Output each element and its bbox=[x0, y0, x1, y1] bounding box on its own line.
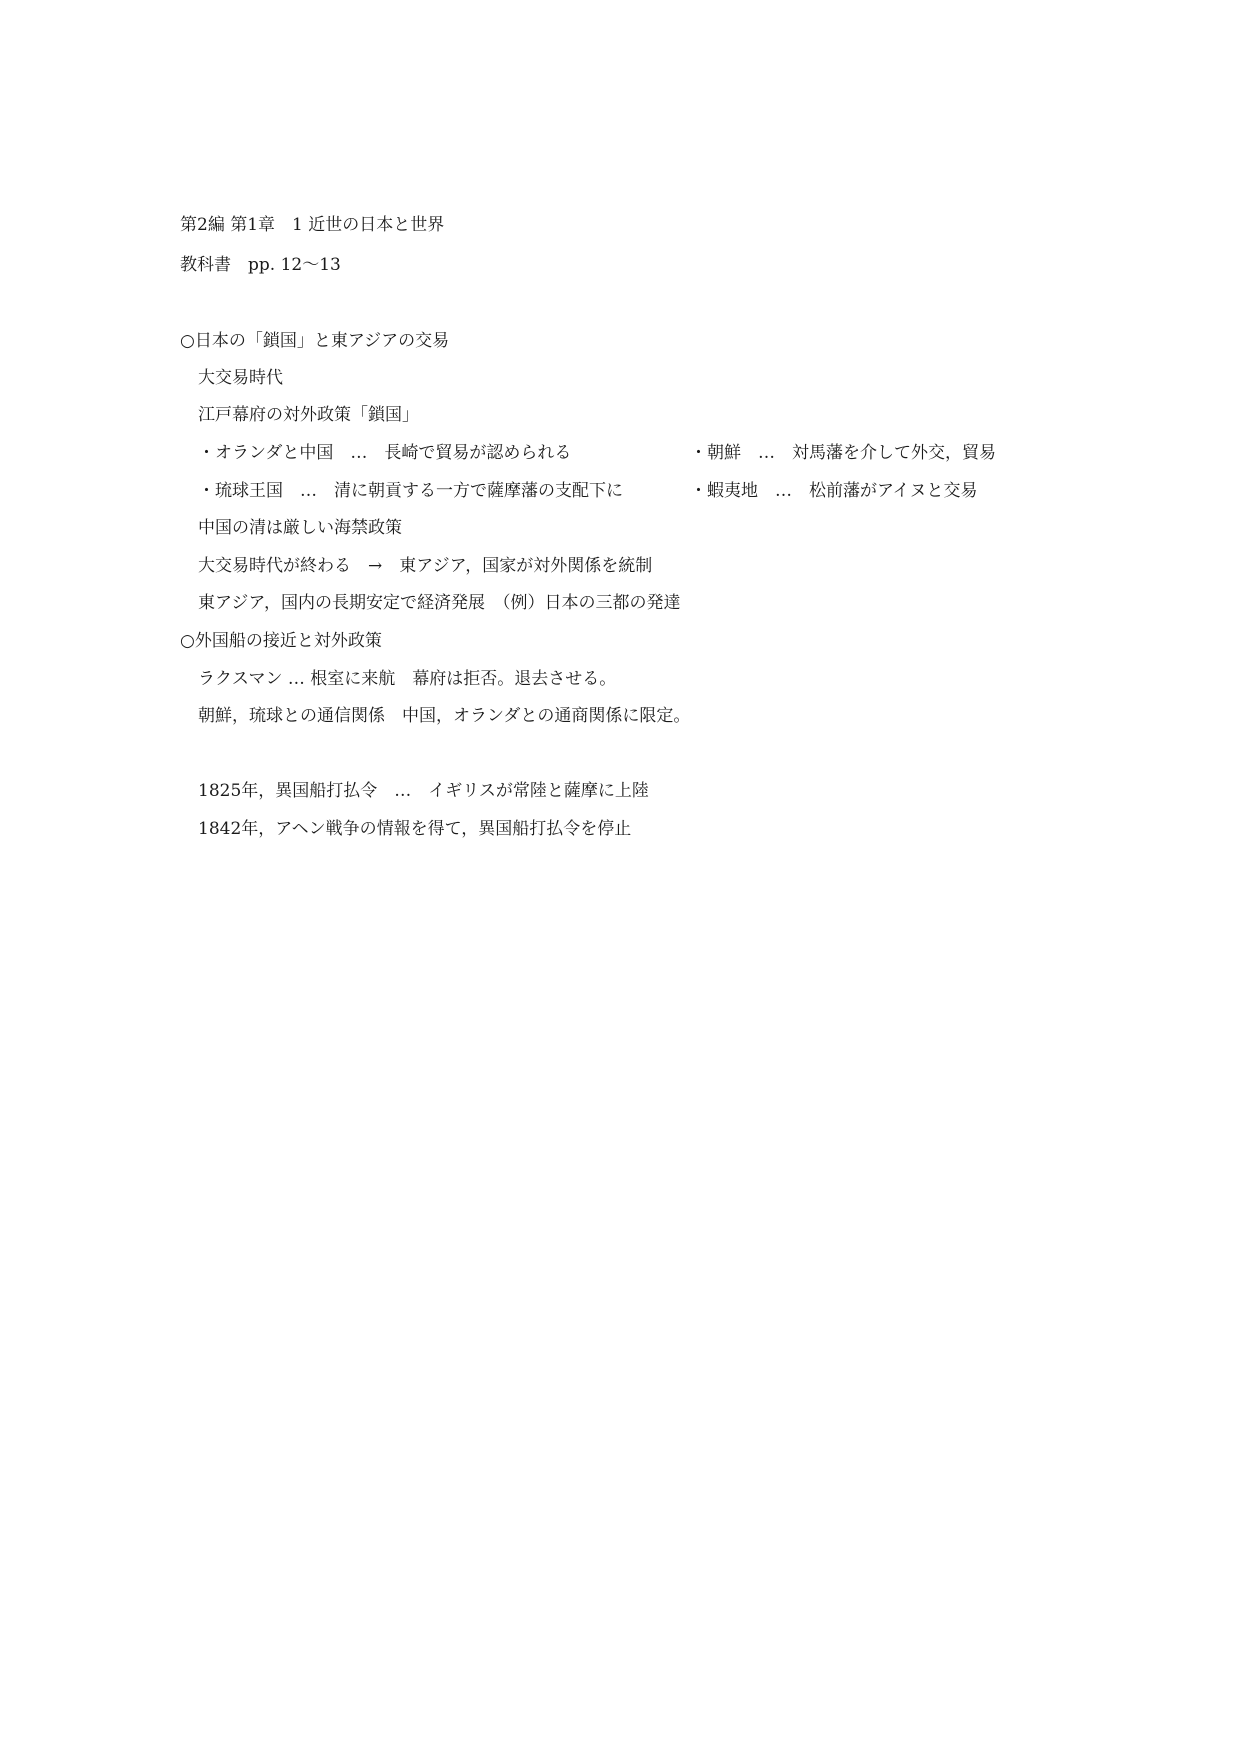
section1-line1: 大交易時代 bbox=[198, 368, 283, 388]
section2-line2: 朝鮮，琉球との通信関係 中国，オランダとの通商関係に限定。 bbox=[198, 706, 691, 726]
section1-line3: 中国の清は厳しい海禁政策 bbox=[198, 518, 402, 538]
bullet-korea: ・朝鮮 … 対馬藩を介して外交，貿易 bbox=[690, 443, 996, 463]
section2-line1: ラクスマン … 根室に来航 幕府は拒否。退去させる。 bbox=[198, 669, 617, 689]
section2-heading: ○外国船の接近と対外政策 bbox=[180, 631, 382, 651]
section1-line5: 東アジア，国内の長期安定で経済発展 （例）日本の三都の発達 bbox=[198, 593, 681, 613]
section2-line3: 1825年，異国船打払令 … イギリスが常陸と薩摩に上陸 bbox=[198, 781, 649, 801]
section2-line4: 1842年，アヘン戦争の情報を得て，異国船打払令を停止 bbox=[198, 819, 632, 839]
bullet-ezo: ・蝦夷地 … 松前藩がアイヌと交易 bbox=[690, 481, 978, 501]
section1-line4: 大交易時代が終わる → 東アジア，国家が対外関係を統制 bbox=[198, 556, 653, 576]
bullet-oranda-china: ・オランダと中国 … 長崎で貿易が認められる bbox=[198, 443, 572, 463]
chapter-title: 第2編 第1章 1 近世の日本と世界 bbox=[180, 215, 445, 235]
section1-heading: ○日本の「鎖国」と東アジアの交易 bbox=[180, 331, 450, 351]
bullet-ryukyu: ・琉球王国 … 清に朝貢する一方で薩摩藩の支配下に bbox=[198, 481, 623, 501]
section1-line2: 江戸幕府の対外政策「鎖国」 bbox=[198, 405, 419, 425]
textbook-pages: 教科書 pp. 12〜13 bbox=[180, 255, 341, 275]
